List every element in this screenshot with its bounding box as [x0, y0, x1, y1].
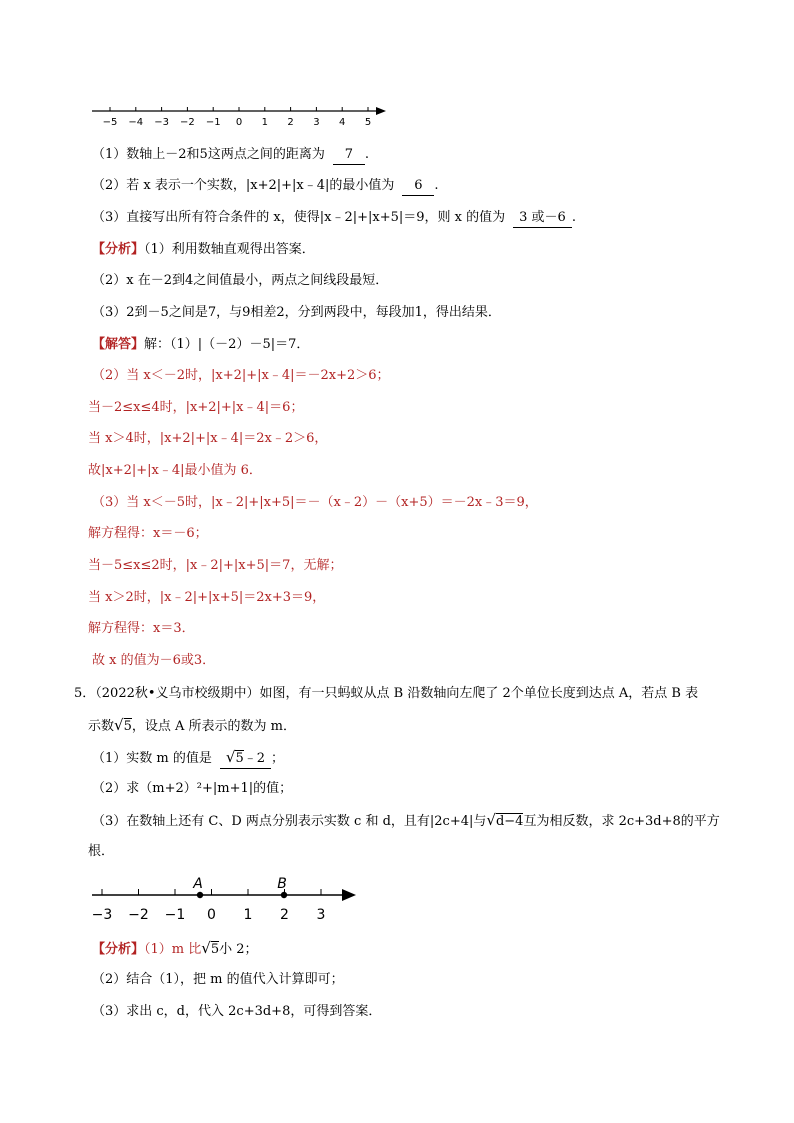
q4-solution-9: 当 x＞2时，|x﹣2|+|x+5|＝2x+3＝9，: [88, 590, 326, 605]
ticks1-label: −3: [154, 117, 169, 128]
ticks1-label: 4: [339, 117, 346, 128]
solution-tag: 【解答】: [92, 337, 145, 352]
ticks1-label: 3: [313, 117, 320, 128]
q4-solution-5: 故|x+2|+|x﹣4|最小值为 6．: [88, 463, 262, 478]
ticks2-label: 0: [207, 907, 216, 923]
q4-part3-answer: 3 或－6: [513, 209, 572, 228]
ticks1-label: −1: [205, 117, 221, 128]
point-a: [197, 892, 203, 898]
ticks2-label: 3: [316, 907, 326, 923]
q4-solution-2: （2）当 x＜－2时，|x+2|+|x﹣4|＝－2x+2＞6；: [92, 368, 390, 383]
q4-analysis-3: （3）2到－5之间是7，与9相差2，分到两段中，每段加1，得出结果．: [92, 305, 501, 320]
ticks2-label: 1: [243, 907, 253, 923]
q4-part2: （2）若 x 表示一个实数，|x+2|+|x﹣4|的最小值为 6 .: [92, 177, 439, 196]
q5-part3: （3）在数轴上还有 C、D 两点分别表示实数 c 和 d，且有|2c+4|与√d−4互为相反数，求 2c+3d+8的平方: [92, 811, 720, 829]
q4-solution-6: （3）当 x＜－5时，|x﹣2|+|x+5|＝－（x﹣2）－（x+5）＝－2x﹣3＝9，: [92, 495, 538, 510]
number-line-2: [86, 874, 366, 924]
q4-solution-4: 当 x＞4时，|x+2|+|x﹣4|＝2x﹣2＞6，: [88, 431, 328, 446]
ticks1-label: 0: [235, 117, 243, 128]
q4-analysis-1: 【分析】（1）利用数轴直观得出答案．: [92, 242, 315, 257]
analysis-tag: 【分析】: [92, 242, 145, 257]
q4-solution-1: 【解答】解：（1）|（－2）－5|＝7．: [92, 337, 310, 352]
q4-part2-answer: 6: [402, 177, 434, 196]
q4-part1: （1）数轴上－2和5这两点之间的距离为 7 .: [92, 146, 369, 165]
point-a-label: A: [193, 876, 203, 892]
q5-part1: （1）实数 m 的值是 √5﹣2 ；: [92, 748, 284, 769]
q4-solution-11: 故 x 的值为－6或3．: [92, 653, 216, 668]
q4-part1-answer: 7: [333, 146, 365, 165]
q5-part1-answer: √5﹣2: [220, 748, 271, 769]
ticks1-label: −2: [180, 117, 195, 128]
q4-part3: （3）直接写出所有符合条件的 x，使得|x﹣2|+|x+5|＝9，则 x 的值为 3 或－6 .: [92, 209, 576, 228]
q5-part2: （2）求（m+2）²+|m+1|的值；: [92, 781, 293, 796]
ticks2-label: −2: [128, 907, 149, 923]
ticks1-label: −4: [128, 117, 144, 128]
q4-solution-7: 解方程得：x＝－6；: [88, 526, 208, 541]
q4-solution-8: 当－5≤x≤2时，|x﹣2|+|x+5|＝7，无解；: [88, 558, 343, 573]
point-b: [281, 892, 287, 898]
q4-solution-3: 当－2≤x≤4时，|x+2|+|x﹣4|＝6；: [88, 400, 304, 415]
ticks1-label: 1: [261, 117, 268, 128]
q5-part3-cont: 根．: [88, 844, 115, 859]
q5-analysis-1: 【分析】（1）m 比√5小 2；: [92, 939, 258, 957]
q5-heading-1: 5．（2022秋•义乌市校级期中）如图，有一只蚂蚁从点 B 沿数轴向左爬了 2个单位长度到达点 A，若点 B 表: [74, 686, 699, 701]
point-b-label: B: [277, 876, 287, 892]
q5-analysis-2: （2）结合（1），把 m 的值代入计算即可；: [92, 972, 344, 987]
ticks1-label: 5: [364, 117, 372, 128]
ticks2-label: −1: [164, 907, 186, 923]
number-line-1: [88, 100, 398, 130]
ticks1-label: 2: [287, 117, 294, 128]
axis-2-arrow: [342, 889, 356, 901]
ticks2-label: 2: [280, 907, 289, 923]
ticks1-label: −5: [102, 117, 118, 128]
q5-analysis-3: （3）求出 c，d，代入 2c+3d+8，可得到答案．: [92, 1004, 382, 1019]
q4-solution-10: 解方程得：x＝3．: [88, 621, 195, 636]
q5-heading-2: 示数√5，设点 A 所表示的数为 m．: [88, 716, 296, 734]
q4-analysis-2: （2）x 在－2到4之间值最小，两点之间线段最短．: [92, 273, 389, 288]
axis-1-arrow: [376, 107, 386, 115]
ticks2-label: −3: [91, 907, 113, 923]
